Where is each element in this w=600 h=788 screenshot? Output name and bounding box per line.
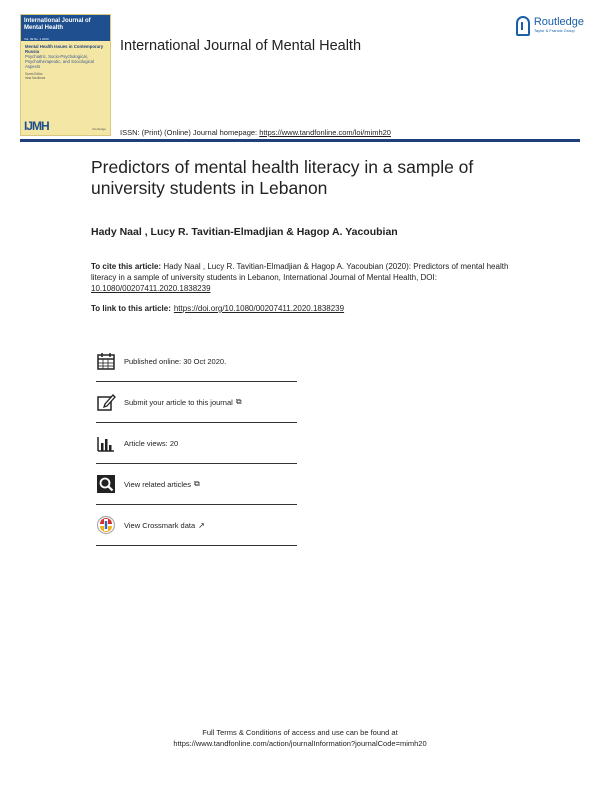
article-views-text: Article views: 20 xyxy=(124,438,179,448)
calendar-icon xyxy=(96,351,116,371)
published-online-row xyxy=(96,341,297,382)
routledge-name: Routledge xyxy=(533,16,584,28)
citation-block xyxy=(91,261,511,294)
journal-cover-image xyxy=(20,14,111,136)
submit-article-link[interactable]: Submit your article to this journal xyxy=(124,397,233,407)
crossmark-link[interactable]: View Crossmark data xyxy=(124,520,196,530)
submit-pencil-icon xyxy=(96,392,116,412)
submit-article-row[interactable] xyxy=(96,382,297,423)
crossmark-row[interactable] xyxy=(96,505,297,546)
article-link-line xyxy=(91,304,344,313)
cover-editor xyxy=(21,69,110,80)
routledge-r-icon xyxy=(516,16,530,36)
cover-editor-label: Guest Editor xyxy=(25,72,43,76)
cover-theme-title: Mental Health Issues in Contemporary Russia xyxy=(25,44,104,54)
crossmark-icon xyxy=(96,515,116,535)
cover-title: International Journal of Mental Health xyxy=(21,15,110,41)
related-articles-row[interactable] xyxy=(96,464,297,505)
journal-homepage-link[interactable]: https://www.tandfonline.com/loi/mimh20 xyxy=(259,128,391,137)
footer xyxy=(0,727,600,749)
citation-doi-link[interactable]: 10.1080/00207411.2020.1838239 xyxy=(91,284,211,293)
article-views-row xyxy=(96,423,297,464)
article-link-label: To link to this article: xyxy=(91,304,171,313)
cover-logo: IJMH xyxy=(24,119,49,133)
published-online-text: Published online: 30 Oct 2020. xyxy=(124,356,227,366)
routledge-logo[interactable] xyxy=(516,16,584,36)
routledge-tagline: Taylor & Francis Group xyxy=(533,28,575,33)
issn-label: ISSN: (Print) (Online) Journal homepage: xyxy=(120,128,260,137)
external-link-icon: ⧉ xyxy=(193,479,200,488)
cover-editor-name: Irina Novikova xyxy=(25,76,46,80)
header-divider xyxy=(20,139,580,142)
magnifier-icon xyxy=(96,474,116,494)
cover-theme xyxy=(21,41,110,69)
cover-publisher: Routledge xyxy=(92,127,106,131)
article-doi-url[interactable]: https://doi.org/10.1080/00207411.2020.1838239 xyxy=(173,304,345,313)
external-link-icon: ↗ xyxy=(198,520,205,530)
related-articles-link[interactable]: View related articles xyxy=(124,479,191,489)
footer-terms-link[interactable]: https://www.tandfonline.com/action/journalInformation?journalCode=mimh20 xyxy=(173,739,427,748)
issn-line xyxy=(120,128,391,137)
citation-label: To cite this article: xyxy=(91,262,162,271)
cover-issue-info: Vol. 49 No. 1 2020 xyxy=(24,37,49,41)
article-authors: Hady Naal , Lucy R. Tavitian-Elmadjian & Hagop A. Yacoubian xyxy=(91,226,398,238)
journal-title: International Journal of Mental Health xyxy=(120,38,362,54)
citation-text: Hady Naal , Lucy R. Tavitian-Elmadjian & Hagop A. Yacoubian (2020): Predictors of mental health literacy in a sample of university students in Lebanon, International Journal of Mental Health, DOI: xyxy=(91,262,509,282)
footer-terms-text: Full Terms & Conditions of access and use can be found at xyxy=(202,728,398,737)
article-info-list xyxy=(96,341,297,546)
bar-chart-icon xyxy=(96,433,116,453)
external-link-icon: ⧉ xyxy=(235,397,242,406)
cover-theme-subtitle: Psychiatric, Socio-Psychological, Psychotherapeutic, and Sociological Aspects xyxy=(25,54,95,69)
article-title: Predictors of mental health literacy in a sample of university students in Lebanon xyxy=(91,157,474,198)
